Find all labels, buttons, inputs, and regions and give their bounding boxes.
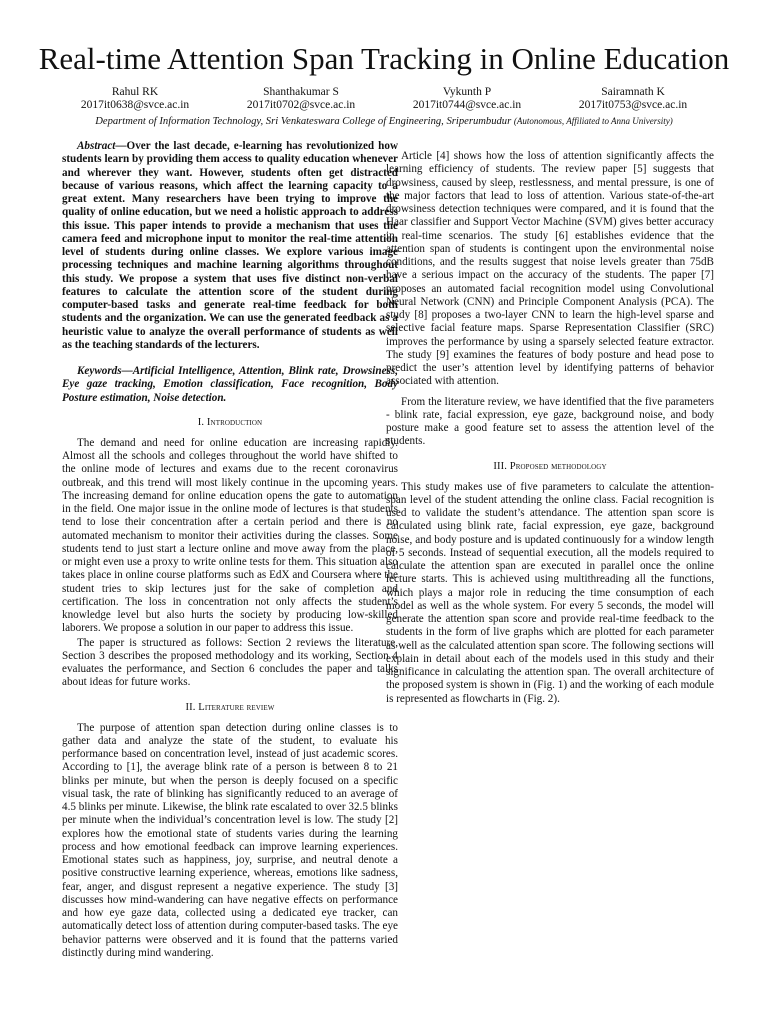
- affiliation: [0, 115, 768, 128]
- author-name: Sairamnath K: [601, 86, 665, 98]
- body-paragraph: Article [4] shows how the loss of attention significantly affects the learning efficiency of students. The review paper [5] suggests that drowsiness, caused by sleep, restlessness, and mental pressure, is one of the major factors that lead to loss of attention. Various state-of-the-art drowsiness detection techniques were compared, and it is found that the Haar classifier and Support Vector Machine (SVM) gives better accuracy in real-time scenarios. The study [6] establishes evidence that the attention span of students is contingent upon the environmental noise conditions, and the results suggest that noise levels greater than 75dB have a serious impact on the accuracy of the students. The paper [7] proposes an automated facial recognition model using Convolutional Neural Network (CNN) and Principle Component Analysis (PCA). The study [8] proposes a two-layer CNN to learn the high-level sparse and selective facial feature maps. Sparse Representation Classifier (SRC) improves the performance by using a sparsely selected feature extractor. The study [9] examines the features of body posture and head pose to predict the user’s attention level by identifying patterns of behavior associated with attention.: [386, 150, 714, 388]
- body-paragraph: From the literature review, we have identified that the five parameters - blink rate, facial expression, eye gaze, background noise, and body posture make a good feature set to assess the attention level of the students.: [386, 395, 714, 448]
- body-paragraph: The demand and need for online education are increasing rapidly. Almost all the schools and colleges throughout the world have shifted to the online mode of lectures and exams due to the recent coronavirus outbreak, and this trend will most likely continue in the upcoming years. The increasing demand for online education opens the gate to automation in the field. One major issue in the online mode of lectures is that students tend to lose their concentration after a certain period and there is no automated mechanism to monitor their activities during the classes. Some students tend to just start a lecture online and move away from the place, or might even use a proxy to write online tests for them. This situation also takes place in online course platforms such as EdX and Coursera where the student tries to skip lectures just for the sake of completion and certification. The loss in concentration not only affects the student’s knowledge level but also hurts the society by producing low-skilled laborers. We propose a solution in our paper to address this issue.: [62, 436, 398, 635]
- keywords: [62, 365, 398, 405]
- left-column: [62, 140, 398, 960]
- body-paragraph: This study makes use of five parameters to calculate the attention-span level of the student attending the online class. Facial recognition is used to validate the student’s attendance. The attention span score is calculated using blink rate, facial expression, eye gaze, background noise, and body posture and is updated continuously for a window length of 5 seconds. Instead of sequential execution, all the models required to calculate the attention span are executed in parallel once the online lecture starts. This is achieved using multithreading all the functions, which plays a major role in reducing the time consumption of each model as well as the whole system. For every 5 seconds, the model will generate the attention span score and provide real-time feedback to the students in the form of live graphs which are plotted for each parameter as well as the calculated attention span score. The following sections will explain in detail about each of the models used in this study and their significance in calculating the attention span. The overall architecture of the proposed system is shown in (Fig. 1) and the working of each module is represented as flowcharts in (Fig. 2).: [386, 480, 714, 705]
- author-list: [60, 86, 708, 112]
- paper-title: Real-time Attention Span Tracking in Online Education: [38, 41, 730, 76]
- section-heading-literature-review: II. Literature review: [185, 701, 275, 713]
- body-paragraph: The purpose of attention span detection during online classes is to gather data and analyze the state of the student, to evaluate his performance based on concentration level, instead of just academic scores. According to [1], the average blink rate of a person is between 8 to 21 blinks per minute, but when the person is deeply focused on a specific visual task, the rate of blinking has significantly reduced to an average of 4.5 blinks per minute. Likewise, the blink rate escalated to over 32.5 blinks per minute when the individual’s concentration level is low. The study [2] explores how the emotional state of students varies during the learning process and how emotional feedback can improve learning experiences. Emotional states such as happiness, joy, surprise, and neutral denote a positive constructive learning experience, whereas, emotions like sadness, fear, anger, and disgust represent a negative experience. The study [3] discusses how mind-wandering can have negative effects on performance and how eye gaze data, collected using a dedicated eye tracker, can automatically detect loss of attention during computer-based tasks. The eye behavior patterns were observed and it is found that the patterns varied distinctly during mind wandering.: [62, 721, 398, 959]
- author-name: Shanthakumar S: [263, 86, 339, 98]
- body-paragraph: The paper is structured as follows: Section 2 reviews the literature, Section 3 describes the proposed methodology and its working, Section 4 evaluates the performance, and Section 6 concludes the paper and talks about ideas for future works.: [62, 636, 398, 689]
- section-heading-introduction: I. Introduction: [197, 416, 263, 428]
- author-name: Vykunth P: [442, 86, 492, 98]
- right-column: [386, 143, 714, 706]
- author-email: 2017it0638@svce.ac.in: [80, 99, 190, 111]
- abstract: [62, 140, 398, 352]
- affiliation-note: (Autonomous, Affiliated to Anna University): [513, 116, 673, 126]
- section-heading-proposed-methodology: III. Proposed methodology: [493, 460, 607, 472]
- author-block: [392, 86, 542, 112]
- author-email: 2017it0753@svce.ac.in: [578, 99, 688, 111]
- keywords-label: Keywords—: [77, 365, 133, 377]
- author-name: Rahul RK: [111, 86, 159, 98]
- author-block: [226, 86, 376, 112]
- keywords-text: Artificial Intelligence, Attention, Blink rate, Drowsiness, Eye gaze tracking, Emotion classification, Face recognition, Body Posture estimation, Noise detection.: [62, 365, 398, 404]
- affiliation-text: Department of Information Technology, Sri Venkateswara College of Engineering, Sriperumbudur: [95, 116, 512, 127]
- abstract-label: Abstract: [77, 140, 116, 152]
- author-email: 2017it0702@svce.ac.in: [246, 99, 356, 111]
- author-block: [558, 86, 708, 112]
- author-email: 2017it0744@svce.ac.in: [412, 99, 522, 111]
- abstract-text: —Over the last decade, e-learning has revolutionized how students learn by providing them access to quality education whenever and wherever they want. However, students often get distracted because of various reasons, which affect the learning capacity to a great extent. Many researchers have been trying to improve the quality of online education, but we need a holistic approach to address this issue. This paper intends to provide a mechanism that uses the camera feed and microphone input to monitor the real-time attention level of students during online classes. We explore various image processing techniques and machine learning algorithms throughout this study. We propose a system that uses five distinct non-verbal features to calculate the attention score of the student during computer-based tasks and generate real-time feedback for both students and the organization. We can use the generated feedback as a heuristic value to analyze the overall performance of students as well as the teaching standards of the lecturers.: [62, 140, 398, 351]
- author-block: [60, 86, 210, 112]
